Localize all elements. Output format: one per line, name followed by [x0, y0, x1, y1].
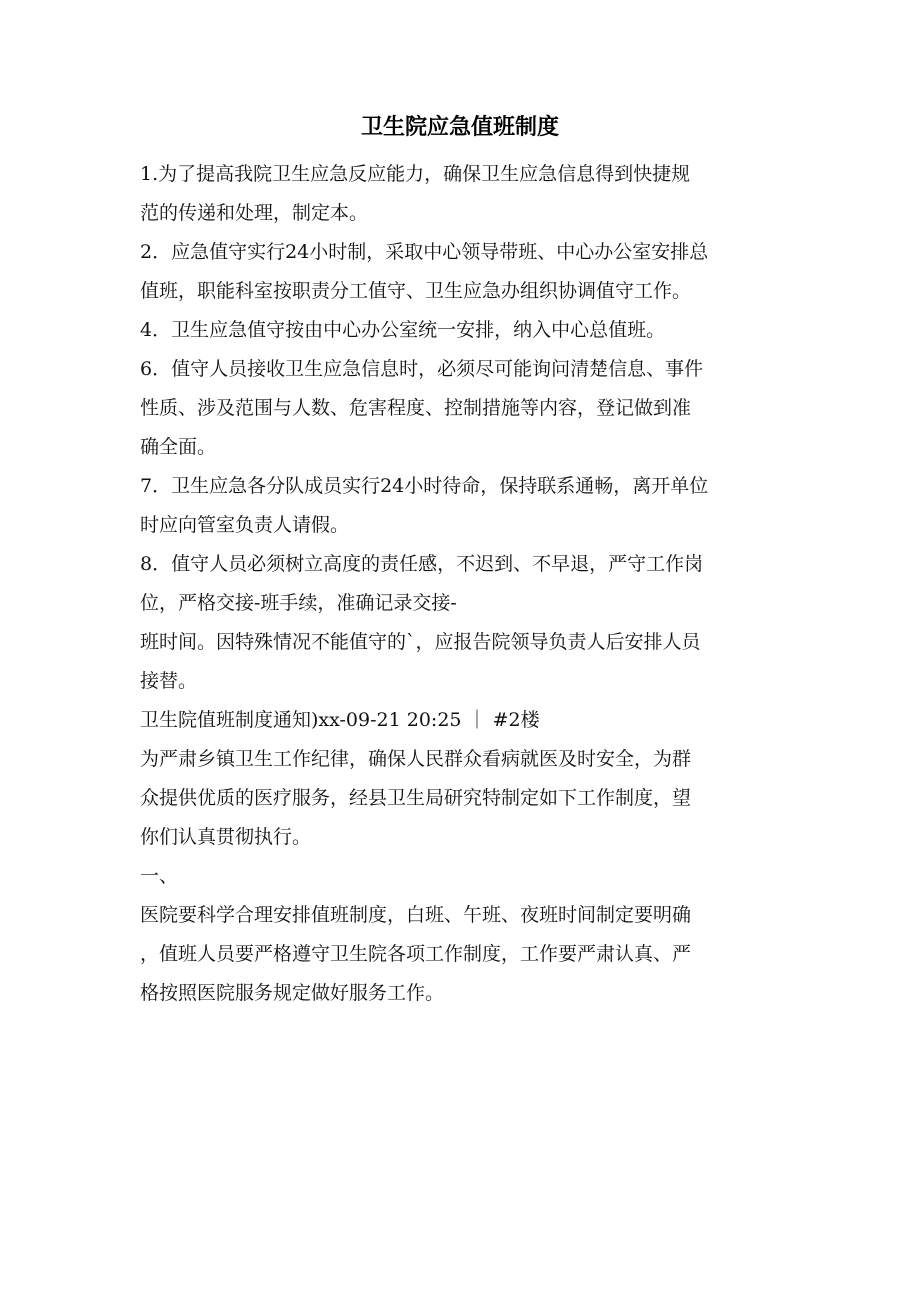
- body-line: ，值班人员要严格遵守卫生院各项工作制度，工作要严肃认真、严: [140, 943, 692, 965]
- body-line: 7．卫生应急各分队成员实行24小时待命，保持联系通畅，离开单位: [140, 475, 709, 497]
- body-line: 6．值守人员接收卫生应急信息时，必须尽可能询问清楚信息、事件: [140, 358, 704, 380]
- body-line: 性质、涉及范围与人数、危害程度、控制措施等内容，登记做到准: [140, 397, 692, 419]
- body-line: 值班，职能科室按职责分工值守、卫生应急办组织协调值守工作。: [140, 280, 692, 302]
- document-title: 卫生院应急值班制度: [360, 115, 559, 140]
- post-meta-line: 卫生院值班制度通知)xx-09-21 20:25 ｜ #2楼: [140, 709, 540, 731]
- body-line: 班时间。因特殊情况不能值守的`，应报告院领导负责人后安排人员: [140, 631, 701, 653]
- body-line: 接替。: [140, 670, 198, 692]
- body-line: 格按照医院服务规定做好服务工作。: [140, 982, 445, 1004]
- body-line: 为严肃乡镇卫生工作纪律，确保人民群众看病就医及时安全，为群: [140, 748, 692, 770]
- document-body: [140, 158, 785, 1016]
- body-line: 你们认真贯彻执行。: [140, 826, 312, 848]
- body-line: 众提供优质的医疗服务，经县卫生局研究特制定如下工作制度，望: [140, 787, 692, 809]
- body-line: 4．卫生应急值守按由中心办公室统一安排，纳入中心总值班。: [140, 319, 666, 341]
- body-line: 2．应急值守实行24小时制，采取中心领导带班、中心办公室安排总: [140, 241, 709, 263]
- section-heading: 一、: [140, 865, 179, 887]
- body-line: 位，严格交接-班手续，准确记录交接-: [140, 592, 457, 614]
- body-line: 范的传递和处理，制定本。: [140, 202, 369, 224]
- body-line: 确全面。: [140, 436, 217, 458]
- body-line: 时应向管室负责人请假。: [140, 514, 350, 536]
- body-line: 1.为了提高我院卫生应急反应能力，确保卫生应急信息得到快捷规: [140, 163, 691, 185]
- body-line: 医院要科学合理安排值班制度，白班、午班、夜班时间制定要明确: [140, 904, 692, 926]
- body-line: 8．值守人员必须树立高度的责任感，不迟到、不早退，严守工作岗: [140, 553, 704, 575]
